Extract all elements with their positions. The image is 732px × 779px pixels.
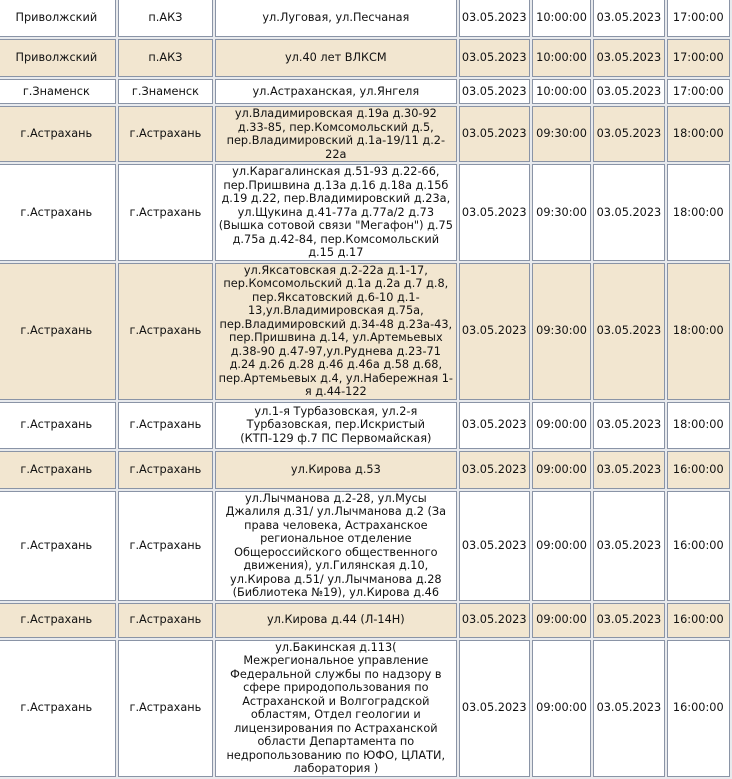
locality-cell: г.Астрахань (118, 451, 214, 489)
start-date-cell: 03.05.2023 (459, 263, 530, 400)
end-date-cell: 03.05.2023 (593, 0, 664, 37)
table-row (0, 39, 730, 77)
end-time-cell: 16:00:00 (667, 451, 730, 489)
end-date-cell: 03.05.2023 (593, 603, 664, 638)
district-cell: г.Астрахань (0, 106, 116, 162)
end-time-cell: 18:00:00 (667, 106, 730, 162)
start-time-cell: 10:00:00 (532, 0, 591, 37)
district-cell: г.Астрахань (0, 603, 116, 638)
table-row (0, 263, 730, 400)
start-date-cell: 03.05.2023 (459, 603, 530, 638)
address-cell: ул.Карагалинская д.51-93 д.22-66, пер.Пришвина д.13а д.16 д.18а д.15б д.19 д.22, пер.Владимировский д.23а, ул.Щукина д.41-77а д.77а/2 д.73 (Вышка сотовой связи "Мегафон") д.75 д.75а д.42-84, пер.Комсомольский д.15 д.17 (215, 164, 456, 261)
address-cell: ул.Яксатовская д.2-22а д.1-17, пер.Комсомольский д.1а д.2а д.7 д.8, пер.Яксатовский д.6-10 д.1-13,ул.Владимировская д.75а, пер.Владимировский д.34-48 д.23а-43, пер.Пришвина д.14, ул.Артемьевых д.38-90 д.47-97,ул.Руднева д.23-71 д.24 д.26 д.28 д.46 д.46а д.58 д.68, пер.Артемьевых д.4, ул.Набережная 1-я д.44-122 (215, 263, 456, 400)
table-row (0, 603, 730, 638)
locality-cell: г.Астрахань (118, 164, 214, 261)
district-cell: г.Знаменск (0, 79, 116, 104)
end-date-cell: 03.05.2023 (593, 79, 664, 104)
start-time-cell: 09:00:00 (532, 402, 591, 449)
locality-cell: г.Астрахань (118, 263, 214, 400)
start-date-cell: 03.05.2023 (459, 106, 530, 162)
address-cell: ул.40 лет ВЛКСМ (215, 39, 456, 77)
end-time-cell: 17:00:00 (667, 39, 730, 77)
district-cell: Приволжский (0, 39, 116, 77)
start-time-cell: 09:00:00 (532, 640, 591, 777)
end-date-cell: 03.05.2023 (593, 640, 664, 777)
end-date-cell: 03.05.2023 (593, 39, 664, 77)
end-date-cell: 03.05.2023 (593, 402, 664, 449)
locality-cell: п.АКЗ (118, 39, 214, 77)
end-time-cell: 18:00:00 (667, 164, 730, 261)
address-cell: ул.Кирова д.44 (Л-14Н) (215, 603, 456, 638)
start-date-cell: 03.05.2023 (459, 39, 530, 77)
start-date-cell: 03.05.2023 (459, 0, 530, 37)
start-time-cell: 09:30:00 (532, 263, 591, 400)
locality-cell: г.Астрахань (118, 640, 214, 777)
start-time-cell: 10:00:00 (532, 39, 591, 77)
start-date-cell: 03.05.2023 (459, 640, 530, 777)
locality-cell: г.Знаменск (118, 79, 214, 104)
address-cell: ул.1-я Турбазовская, ул.2-я Турбазовская, пер.Искристый (КТП-129 ф.7 ПС Первомайская) (215, 402, 456, 449)
start-date-cell: 03.05.2023 (459, 79, 530, 104)
table-row (0, 451, 730, 489)
address-cell: ул.Кирова д.53 (215, 451, 456, 489)
end-time-cell: 16:00:00 (667, 491, 730, 601)
locality-cell: г.Астрахань (118, 402, 214, 449)
start-date-cell: 03.05.2023 (459, 402, 530, 449)
end-date-cell: 03.05.2023 (593, 164, 664, 261)
end-date-cell: 03.05.2023 (593, 263, 664, 400)
start-time-cell: 10:00:00 (532, 79, 591, 104)
district-cell: г.Астрахань (0, 640, 116, 777)
start-time-cell: 09:00:00 (532, 491, 591, 601)
start-date-cell: 03.05.2023 (459, 451, 530, 489)
end-time-cell: 17:00:00 (667, 79, 730, 104)
address-cell: ул.Луговая, ул.Песчаная (215, 0, 456, 37)
district-cell: г.Астрахань (0, 164, 116, 261)
locality-cell: п.АКЗ (118, 0, 214, 37)
locality-cell: г.Астрахань (118, 491, 214, 601)
end-time-cell: 16:00:00 (667, 603, 730, 638)
address-cell: ул.Бакинская д.113( Межрегиональное управление Федеральной службы по надзору в сфере природопользования по Астраханской и Волгоградской областям, Отдел геологии и лицензирования по Астраханской области Департамента по недропользованию по ЮФО, ЦЛАТИ, лаборатория ) (215, 640, 456, 777)
district-cell: г.Астрахань (0, 263, 116, 400)
start-time-cell: 09:00:00 (532, 451, 591, 489)
end-date-cell: 03.05.2023 (593, 491, 664, 601)
start-time-cell: 09:30:00 (532, 164, 591, 261)
table-row (0, 79, 730, 104)
district-cell: г.Астрахань (0, 491, 116, 601)
address-cell: ул.Астраханская, ул.Янгеля (215, 79, 456, 104)
district-cell: г.Астрахань (0, 402, 116, 449)
table-row (0, 491, 730, 601)
table-row (0, 402, 730, 449)
table-row (0, 640, 730, 777)
end-time-cell: 16:00:00 (667, 640, 730, 777)
table-row (0, 0, 730, 37)
start-time-cell: 09:00:00 (532, 603, 591, 638)
table-row (0, 164, 730, 261)
start-date-cell: 03.05.2023 (459, 164, 530, 261)
address-cell: ул.Владимировская д.19а д.30-92 д.33-85, пер.Комсомольский д.5, пер.Владимировский д.1а-19/11 д.2-22а (215, 106, 456, 162)
address-cell: ул.Лычманова д.2-28, ул.Мусы Джалиля д.31/ ул.Лычманова д.2 (За права человека, Астраханское региональное отделение Общероссийского общественного движения), ул.Гилянская д.10, ул.Кирова д.51/ ул.Лычманова д.28 (Библиотека №19), ул.Кирова д.46 (215, 491, 456, 601)
locality-cell: г.Астрахань (118, 106, 214, 162)
start-time-cell: 09:30:00 (532, 106, 591, 162)
end-date-cell: 03.05.2023 (593, 451, 664, 489)
start-date-cell: 03.05.2023 (459, 491, 530, 601)
end-time-cell: 18:00:00 (667, 402, 730, 449)
end-time-cell: 18:00:00 (667, 263, 730, 400)
district-cell: г.Астрахань (0, 451, 116, 489)
locality-cell: г.Астрахань (118, 603, 214, 638)
district-cell: Приволжский (0, 0, 116, 37)
end-time-cell: 17:00:00 (667, 0, 730, 37)
end-date-cell: 03.05.2023 (593, 106, 664, 162)
table-row (0, 106, 730, 162)
